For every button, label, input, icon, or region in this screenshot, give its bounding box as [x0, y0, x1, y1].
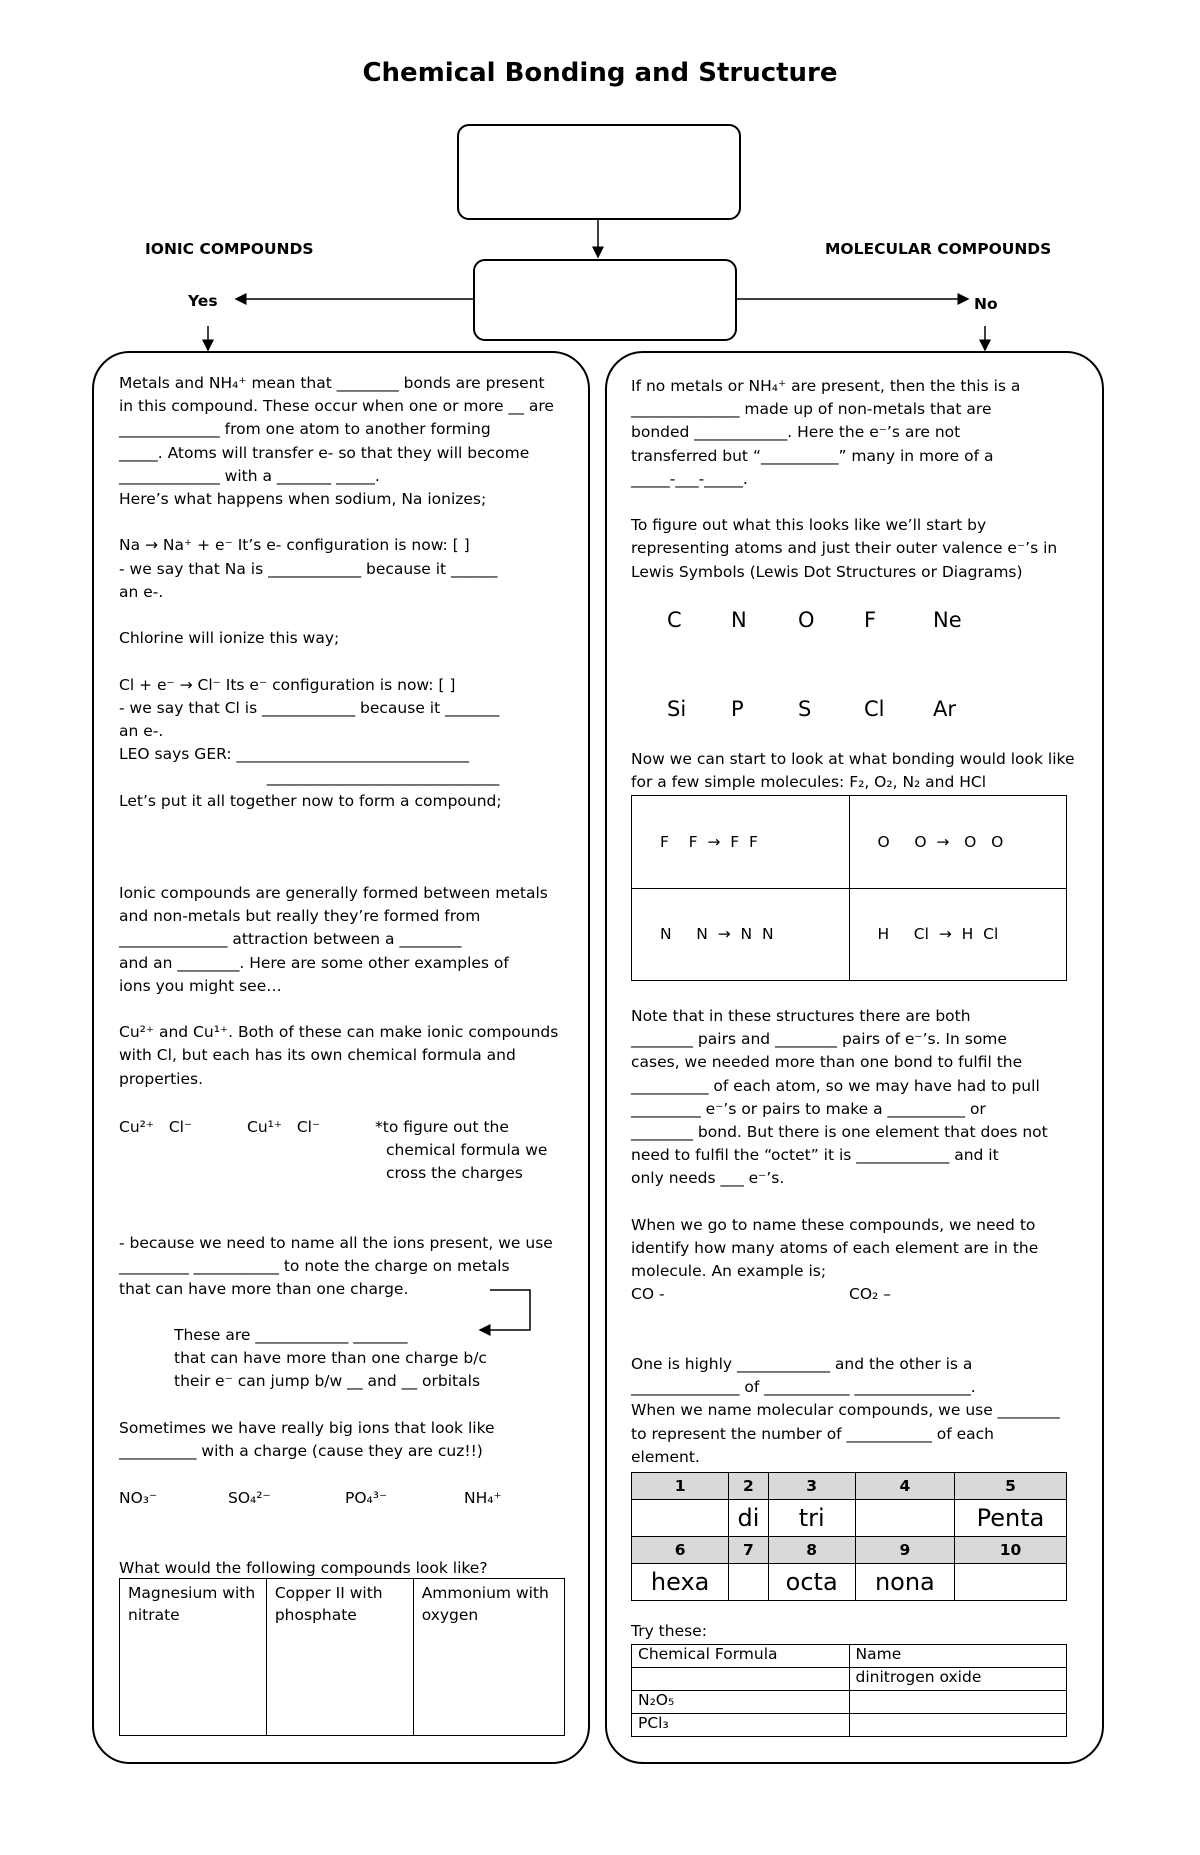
atom-symbol: C — [667, 608, 682, 632]
roman-numerals-text — [119, 1232, 575, 1302]
text-line: One is highly ____________ and the other is a — [631, 1355, 973, 1373]
prefix-number: 5 — [955, 1473, 1067, 1500]
atom-symbol: N — [731, 608, 747, 632]
page-title: Chemical Bonding and Structure — [362, 58, 838, 88]
prefix-table — [631, 1472, 1067, 1601]
try-cell — [632, 1668, 850, 1691]
text-line: that can have more than one charge. — [119, 1280, 409, 1299]
note-line: chemical formula we — [386, 1141, 548, 1160]
text-line: __________ with a charge (cause they are cuz!!) — [119, 1442, 483, 1461]
prefix-number: 7 — [729, 1537, 768, 1564]
text-line: __________ of each atom, so we may have had to pull — [631, 1076, 1040, 1095]
text-line: an e-. — [119, 582, 164, 601]
text-line: Metals and NH₄⁺ mean that ________ bonds are present — [119, 374, 545, 392]
text-line: and non-metals but really they’re formed from — [119, 907, 481, 926]
text-line: LEO says GER: ______________________________ — [119, 745, 470, 764]
text-line: Let’s put it all together now to form a compound; — [119, 791, 502, 810]
molecular-intro-text — [631, 375, 1091, 584]
prefix-number: 1 — [632, 1473, 729, 1500]
text-line: element. — [631, 1447, 700, 1466]
text-line: representing atoms and just their outer valence e⁻’s in — [631, 539, 1058, 558]
text-line: - we say that Cl is ____________ because it _______ — [119, 698, 500, 717]
poly-ion-sulfate: SO₄²⁻ — [228, 1489, 271, 1507]
ionic-heading: IONIC COMPOUNDS — [145, 240, 314, 258]
yes-label: Yes — [188, 292, 218, 310]
prefix-number: 2 — [729, 1473, 768, 1500]
text-line: with Cl, but each has its own chemical formula and — [119, 1046, 516, 1065]
prefix-number: 4 — [855, 1473, 954, 1500]
blank-question-box — [473, 259, 737, 341]
text-line: Sometimes we have really big ions that look like — [119, 1419, 495, 1437]
text-line: identify how many atoms of each element are in the — [631, 1239, 1039, 1258]
text-line: properties. — [119, 1069, 204, 1088]
cross-charges-note — [375, 1116, 547, 1186]
try-cell: dinitrogen oxide — [849, 1668, 1067, 1691]
text-line: ________ pairs and ________ pairs of e⁻’s. In some — [631, 1030, 1007, 1049]
atom-symbol: Cl — [864, 697, 885, 721]
atom-symbol: Ne — [933, 608, 962, 632]
poly-ion-phosphate: PO₄³⁻ — [345, 1489, 388, 1507]
prefix-value: di — [729, 1500, 768, 1537]
try-cell — [849, 1714, 1067, 1737]
transition-metals-note — [174, 1324, 504, 1394]
lone-pairs-text — [631, 1005, 1091, 1283]
ionic-formation-text — [119, 882, 575, 1091]
prefix-value — [855, 1500, 954, 1537]
text-line: need to fulfil the “octet” it is ____________ and it — [631, 1146, 999, 1165]
prefix-number: 3 — [768, 1473, 855, 1500]
try-header-formula: Chemical Formula — [632, 1645, 850, 1668]
text-line: to represent the number of ___________ of each — [631, 1424, 994, 1443]
naming-text — [631, 1353, 1091, 1469]
text-line: molecule. An example is; — [631, 1262, 827, 1281]
prefix-value: octa — [768, 1564, 855, 1601]
text-line: transferred but “__________” many in more of a — [631, 446, 994, 465]
note-line: cross the charges — [386, 1164, 523, 1183]
try-header-name: Name — [849, 1645, 1067, 1668]
polyatomic-text — [119, 1417, 575, 1463]
bond-cell-f2: F F → F F — [632, 796, 850, 889]
text-line: Lewis Symbols (Lewis Dot Structures or Diagrams) — [631, 562, 1023, 581]
atom-symbol: Si — [667, 697, 687, 721]
text-line: and an ________. Here are some other examples of — [119, 953, 509, 972]
try-cell — [849, 1691, 1067, 1714]
prefix-value — [955, 1564, 1067, 1601]
try-these-table — [631, 1644, 1067, 1737]
compound-cell: Copper II with phosphate — [266, 1579, 413, 1736]
cross-ion-2: Cu¹⁺ Cl⁻ — [247, 1118, 321, 1136]
text-line: Chlorine will ionize this way; — [119, 629, 340, 648]
text-line: _____. Atoms will transfer e- so that they will become — [119, 443, 530, 462]
text-line: ______________________________ — [119, 768, 500, 787]
compound-cell: Ammonium with oxygen — [413, 1579, 564, 1736]
example-co2: CO₂ – — [849, 1285, 891, 1303]
text-line: _________ ___________ to note the charge on metals — [119, 1257, 510, 1276]
text-line: To figure out what this looks like we’ll start by — [631, 516, 987, 535]
blank-top-box — [457, 124, 741, 220]
text-line: Now we can start to look at what bonding would look like — [631, 750, 1075, 768]
poly-ion-nitrate: NO₃⁻ — [119, 1489, 158, 1507]
text-line: Here’s what happens when sodium, Na ionizes; — [119, 490, 487, 509]
bonding-intro-text — [631, 748, 1091, 794]
prefix-number: 8 — [768, 1537, 855, 1564]
prefix-number: 9 — [855, 1537, 954, 1564]
text-line: an e-. — [119, 722, 164, 740]
prefix-number: 10 — [955, 1537, 1067, 1564]
text-line: _____________ from one atom to another forming — [119, 420, 491, 439]
text-line: _____-___-_____. — [631, 469, 748, 488]
text-line: for a few simple molecules: F₂, O₂, N₂ and HCl — [631, 773, 987, 792]
text-line: ______________ of ___________ _______________. — [631, 1378, 976, 1397]
bond-cell-o2: O O → O O — [849, 796, 1067, 889]
text-line: _________ e⁻’s or pairs to make a __________ or — [631, 1099, 986, 1118]
molecular-heading: MOLECULAR COMPOUNDS — [825, 240, 1052, 258]
no-label: No — [974, 295, 998, 313]
text-line: Cl + e⁻ → Cl⁻ Its e⁻ configuration is now: [ ] — [119, 675, 456, 694]
prefix-value: nona — [855, 1564, 954, 1601]
try-cell: N₂O₅ — [632, 1691, 850, 1714]
atom-symbol: O — [798, 608, 815, 632]
example-co: CO - — [631, 1285, 665, 1303]
prefix-value — [729, 1564, 768, 1601]
text-line: ______________ attraction between a ________ — [119, 930, 462, 949]
prefix-number: 6 — [632, 1537, 729, 1564]
prefix-value: Penta — [955, 1500, 1067, 1537]
atom-symbol: P — [731, 697, 744, 721]
cross-ion-1: Cu²⁺ Cl⁻ — [119, 1118, 193, 1136]
text-line: that can have more than one charge b/c — [174, 1349, 487, 1368]
poly-ion-ammonium: NH₄⁺ — [464, 1489, 502, 1507]
text-line: Na → Na⁺ + e⁻ It’s e- configuration is now: [ ] — [119, 536, 470, 555]
text-line: These are ____________ _______ — [174, 1326, 408, 1344]
prefix-value: hexa — [632, 1564, 729, 1601]
atom-symbol: F — [864, 608, 877, 632]
text-line: Note that in these structures there are both — [631, 1007, 971, 1025]
prefix-value: tri — [768, 1500, 855, 1537]
ionic-intro-text — [119, 372, 575, 813]
text-line: - we say that Na is ____________ because it ______ — [119, 559, 498, 578]
text-line: ________ bond. But there is one element that does not — [631, 1123, 1048, 1142]
text-line: only needs ___ e⁻’s. — [631, 1169, 785, 1188]
try-these-label: Try these: — [631, 1622, 707, 1640]
text-line: Cu²⁺ and Cu¹⁺. Both of these can make ionic compounds — [119, 1023, 559, 1042]
text-line: - because we need to name all the ions present, we use — [119, 1234, 553, 1252]
bond-cell-hcl: H Cl → H Cl — [849, 888, 1067, 981]
prefix-value — [632, 1500, 729, 1537]
text-line: ions you might see… — [119, 976, 282, 995]
bond-cell-n2: N N → N N — [632, 888, 850, 981]
try-cell: PCl₃ — [632, 1714, 850, 1737]
text-line: in this compound. These occur when one or more __ are — [119, 397, 554, 416]
text-line: cases, we needed more than one bond to fulfil the — [631, 1053, 1023, 1072]
atom-symbol: Ar — [933, 697, 956, 721]
text-line: When we go to name these compounds, we need to — [631, 1215, 1036, 1234]
compound-question: What would the following compounds look like? — [119, 1559, 488, 1577]
text-line: Ionic compounds are generally formed between metals — [119, 884, 548, 902]
note-line: *to figure out the — [375, 1118, 509, 1136]
text-line: When we name molecular compounds, we use ________ — [631, 1401, 1060, 1420]
compound-cell: Magnesium with nitrate — [120, 1579, 267, 1736]
text-line: ______________ made up of non-metals that are — [631, 400, 992, 419]
text-line: If no metals or NH₄⁺ are present, then the this is a — [631, 377, 1021, 395]
text-line: bonded ____________. Here the e⁻’s are not — [631, 423, 961, 442]
atom-symbol: S — [798, 697, 812, 721]
compound-table — [119, 1578, 565, 1736]
text-line: their e⁻ can jump b/w __ and __ orbitals — [174, 1372, 481, 1391]
text-line: _____________ with a _______ _____. — [119, 466, 380, 485]
bonding-table — [631, 795, 1067, 981]
